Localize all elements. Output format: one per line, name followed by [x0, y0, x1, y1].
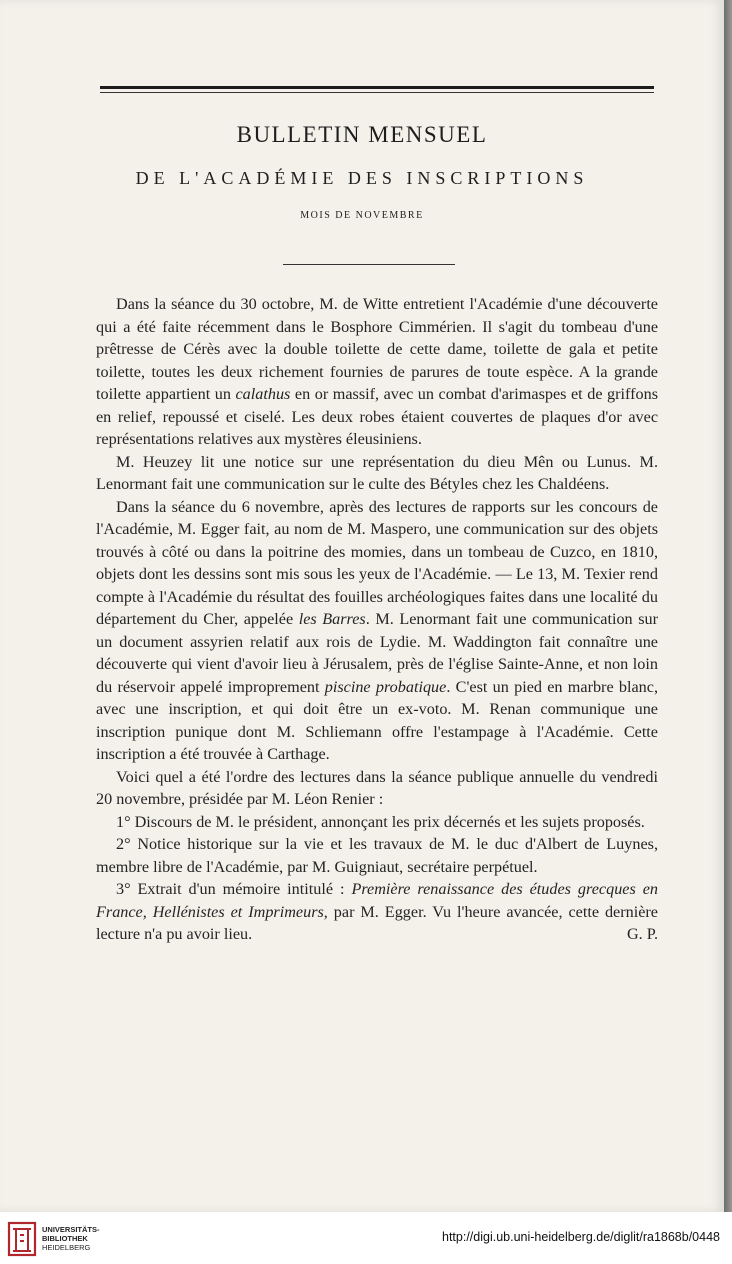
paragraph-3: Dans la séance du 6 novembre, après des lectures de rapports sur les concours de l'Académie, M. Egger fait, au nom de M. Maspero, une communication sur des objets trouvés à côté ou dans la poitrine des momies, dans un tombeau de Cuzco, en 1810, objets dont les dessins sont mis sous les yeux de l'Académie. — Le 13, M. Texier rend compte à l'Académie du résultat des fouilles archéologiques faites dans une localité du département du Cher, appelée les Barres. M. Lenormant fait une communication sur un document assyrien relatif aux rois de Lydie. M. Waddington fait connaître une découverte qui vient d'avoir lieu à Jérusalem, près de l'église Sainte-Anne, et non loin du réservoir appelé improprement piscine probatique. C'est un pied en marbre blanc, avec une inscription, et qui doit être un ex-voto. M. Renan communique une inscription punique dont M. Schliemann offre l'estampage à l'Académie. Cette inscription a été trouvée à Carthage.: [96, 497, 659, 763]
header-rule-thin: [100, 92, 654, 93]
bulletin-title: BULLETIN MENSUEL: [236, 122, 488, 147]
section-divider: [283, 264, 455, 265]
academy-title: DE L'ACADÉMIE DES INSCRIPTIONS: [135, 168, 589, 188]
university-logo-icon: [7, 1221, 37, 1257]
header-rule-thick: [100, 86, 654, 89]
author-signature: G. P.: [626, 925, 658, 943]
month-subtitle: MOIS DE NOVEMBRE: [300, 210, 424, 221]
viewer-footer: [0, 1212, 732, 1264]
paragraph-1: Dans la séance du 30 octobre, M. de Witte entretient l'Académie d'une découverte qui a été faite récemment dans le Bosphore Cimmérien. Il s'agit du tombeau d'une prêtresse de Cérès avec la double toilette de cette dame, toilette de gala et petite toilette, toutes les deux richement fournies de parures de toute espèce. A la grande toilette appartient un calathus en or massif, avec un combat d'arimaspes et de griffons en relief, repoussé et ciselé. Les deux robes étaient couvertes de plaques d'or avec représentations relatives aux mystères éleusiniens.: [96, 295, 659, 448]
paragraph-2: M. Heuzey lit une notice sur une représentation du dieu Mên ou Lunus. M. Lenormant fait une communication sur le culte des Bétyles chez les Chaldéens.: [96, 452, 658, 493]
paragraph-5: 1° Discours de M. le président, annonçant les prix décernés et les sujets proposés.: [116, 812, 645, 831]
permalink-url[interactable]: http://digi.ub.uni-heidelberg.de/diglit/ra1868b/0448: [442, 1230, 720, 1244]
paragraph-4: Voici quel a été l'ordre des lectures dans la séance publique annuelle du vendredi 20 novembre, présidée par M. Léon Renier :: [96, 767, 658, 808]
page-edge: [724, 0, 732, 1212]
paragraph-7: 3° Extrait d'un mémoire intitulé : Première renaissance des études grecques en France, Hellénistes et Imprimeurs, par M. Egger. Vu l'heure avancée, cette dernière lecture n'a pu avoir lieu. G. P.: [96, 878, 658, 946]
paragraph-6: 2° Notice historique sur la vie et les travaux de M. le duc d'Albert de Luynes, membre libre de l'Académie, par M. Guigniaut, secrétaire perpétuel.: [96, 835, 658, 876]
article-body: [96, 293, 658, 946]
institution-name: UNIVERSITÄTS- BIBLIOTHEK HEIDELBERG: [42, 1225, 100, 1252]
